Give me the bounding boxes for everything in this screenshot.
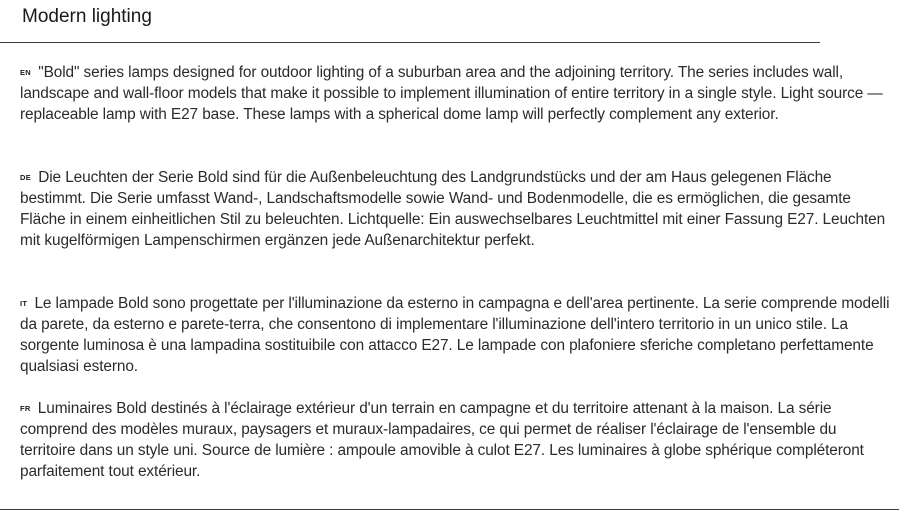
description-text-de: Die Leuchten der Serie Bold sind für die Außenbeleuchtung des Landgrundstücks und der am Haus gelegenen Fläche bestimmt. Die Serie umfasst Wand-, Landschaftsmodelle sowie Wand- und Bodenmodelle, die es ermöglichen, die gesamte Fläche in einem einheitlichen Stil zu beleuchten. Lichtquelle: Ein auswechselbares Leuchtmittel mit einer Fassung E27. Leuchten mit kugelförmigen Lampenschirmen ergänzen jede Außenarchitektur perfekt.: [20, 169, 886, 249]
language-tag-it: IT: [20, 299, 28, 308]
description-text-en: "Bold" series lamps designed for outdoor lighting of a suburban area and the adjoining territory. The series includes wall, landscape and wall-floor models that make it possible to implement illumination of entire territory in a single style. Light source — replaceable lamp with E27 base. These lamps with a spherical dome lamp will perfectly complement any exterior.: [20, 64, 883, 123]
language-tag-de: DE: [20, 173, 32, 182]
description-text-fr: Luminaires Bold destinés à l'éclairage extérieur d'un terrain en campagne et du territoire attenant à la maison. La série comprend des modèles muraux, paysagers et muraux-lampadaires, ce qui permet de réaliser l'éclairage de l'ensemble du territoire dans un style uni. Source de lumière : ampoule amovible à culot E27. Les luminaires à globe sphérique compléteront parfaitement tout extérieur.: [20, 400, 864, 480]
description-en: [20, 62, 890, 125]
description-de: [20, 167, 890, 251]
language-tag-fr: FR: [20, 404, 31, 413]
description-text-it: Le lampade Bold sono progettate per l'illuminazione da esterno in campagna e dell'area pertinente. La serie comprende modelli da parete, da esterno e parete-terra, che consentono di implementare l'illuminazione dell'intero territorio in un unico stile. La sorgente luminosa è una lampadina sostituibile con attacco E27. Le lampade con plafoniere sferiche completano perfettamente qualsiasi esterno.: [20, 295, 890, 375]
language-tag-en: EN: [20, 68, 32, 77]
header-divider: [0, 42, 820, 43]
footer-divider: [0, 509, 899, 510]
description-fr: [20, 398, 890, 482]
page-title: Modern lighting: [22, 6, 152, 27]
description-it: [20, 293, 890, 377]
